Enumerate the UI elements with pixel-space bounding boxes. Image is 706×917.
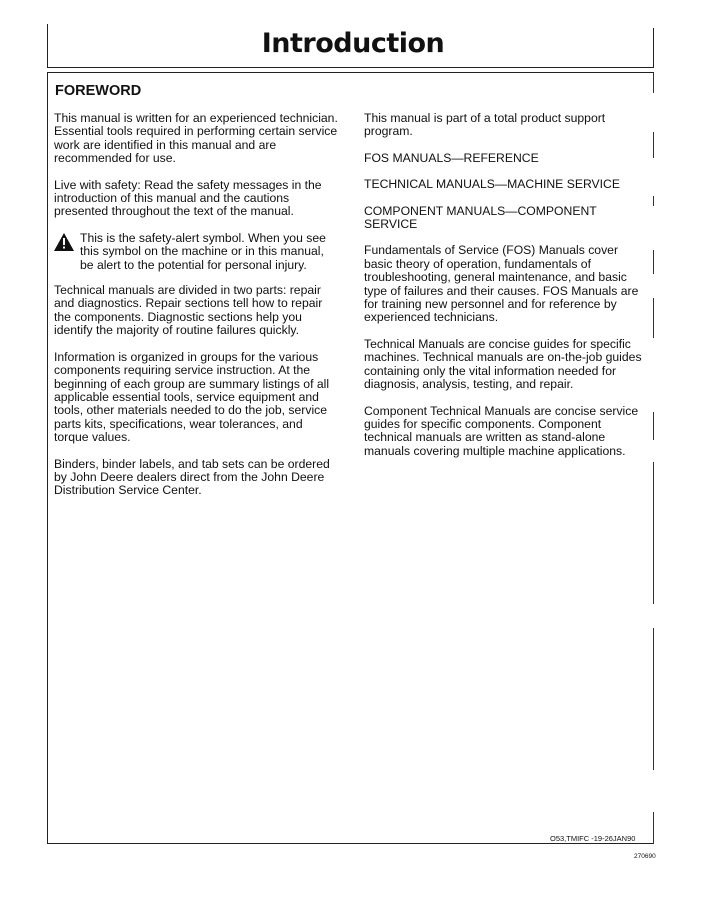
change-bar bbox=[653, 250, 654, 274]
change-bar bbox=[653, 412, 654, 440]
section-title: FOREWORD bbox=[55, 83, 142, 99]
safety-alert-text: This is the safety-alert symbol. When you see this symbol on the machine or in this manual, be alert to the potential for personal injury. bbox=[80, 230, 326, 272]
frame-line bbox=[47, 843, 654, 844]
paragraph: Component Technical Manuals are concise service guides for specific components. Component technical manuals are written as stand-alone manuals covering multiple machine applications. bbox=[364, 403, 639, 458]
change-bar bbox=[653, 462, 654, 604]
title-rule bbox=[47, 67, 654, 68]
paragraph: Fundamentals of Service (FOS) Manuals cover basic theory of operation, fundamentals of troubleshooting, general maintenance, and basic type of failures and their causes. FOS Manuals are for training new personnel and for reference by experienced technicians. bbox=[364, 243, 639, 325]
paragraph: Technical manuals are divided in two parts: repair and diagnostics. Repair sections tell how to repair the components. Diagnostic sections help you identify the majority of routine failures quickly. bbox=[54, 283, 323, 338]
paragraph: Binders, binder labels, and tab sets can be ordered by John Deere dealers direct from the John Deere Distribution Service Center. bbox=[54, 456, 330, 498]
left-column bbox=[54, 112, 340, 511]
footer-code: O53,TMIFC -19-26JAN90 bbox=[550, 834, 636, 843]
right-column bbox=[364, 112, 649, 471]
change-bar bbox=[653, 196, 654, 206]
change-bar bbox=[653, 73, 654, 93]
paragraph: Technical Manuals are concise guides for specific machines. Technical manuals are on-the-job guides containing only the vital information needed for diagnosis, analysis, testing, and repair. bbox=[364, 336, 642, 392]
change-bar bbox=[653, 298, 654, 338]
manual-category: TECHNICAL MANUALS—MACHINE SERVICE bbox=[364, 177, 620, 192]
manual-category: FOS MANUALS—REFERENCE bbox=[364, 150, 539, 165]
section-rule bbox=[47, 72, 654, 73]
paragraph: This manual is part of a total product support program. bbox=[364, 111, 606, 139]
manual-category: COMPONENT MANUALS—COMPONENT SERVICE bbox=[364, 203, 597, 232]
paragraph: Live with safety: Read the safety messages in the introduction of this manual and the cautions presented throughout the text of the manual. bbox=[54, 177, 322, 219]
page-title: Introduction bbox=[261, 28, 445, 59]
page-code: 270690 bbox=[634, 853, 656, 860]
paragraph: This manual is written for an experienced technician. Essential tools required in performing certain service work are identified in this manual and are recommended for use. bbox=[54, 111, 338, 166]
frame-line bbox=[47, 72, 48, 844]
warning-triangle-icon bbox=[54, 232, 80, 254]
paragraph: Information is organized in groups for the various components requiring service instruction. At the beginning of each group are summary listings of all applicable essential tools, service equipment and tools, other materials needed to do the job, service parts kits, specifications, wear tolerances, and torque values. bbox=[54, 349, 330, 445]
change-bar bbox=[653, 132, 654, 158]
safety-alert bbox=[54, 232, 340, 272]
change-bar bbox=[653, 812, 654, 844]
change-bar bbox=[653, 628, 654, 770]
